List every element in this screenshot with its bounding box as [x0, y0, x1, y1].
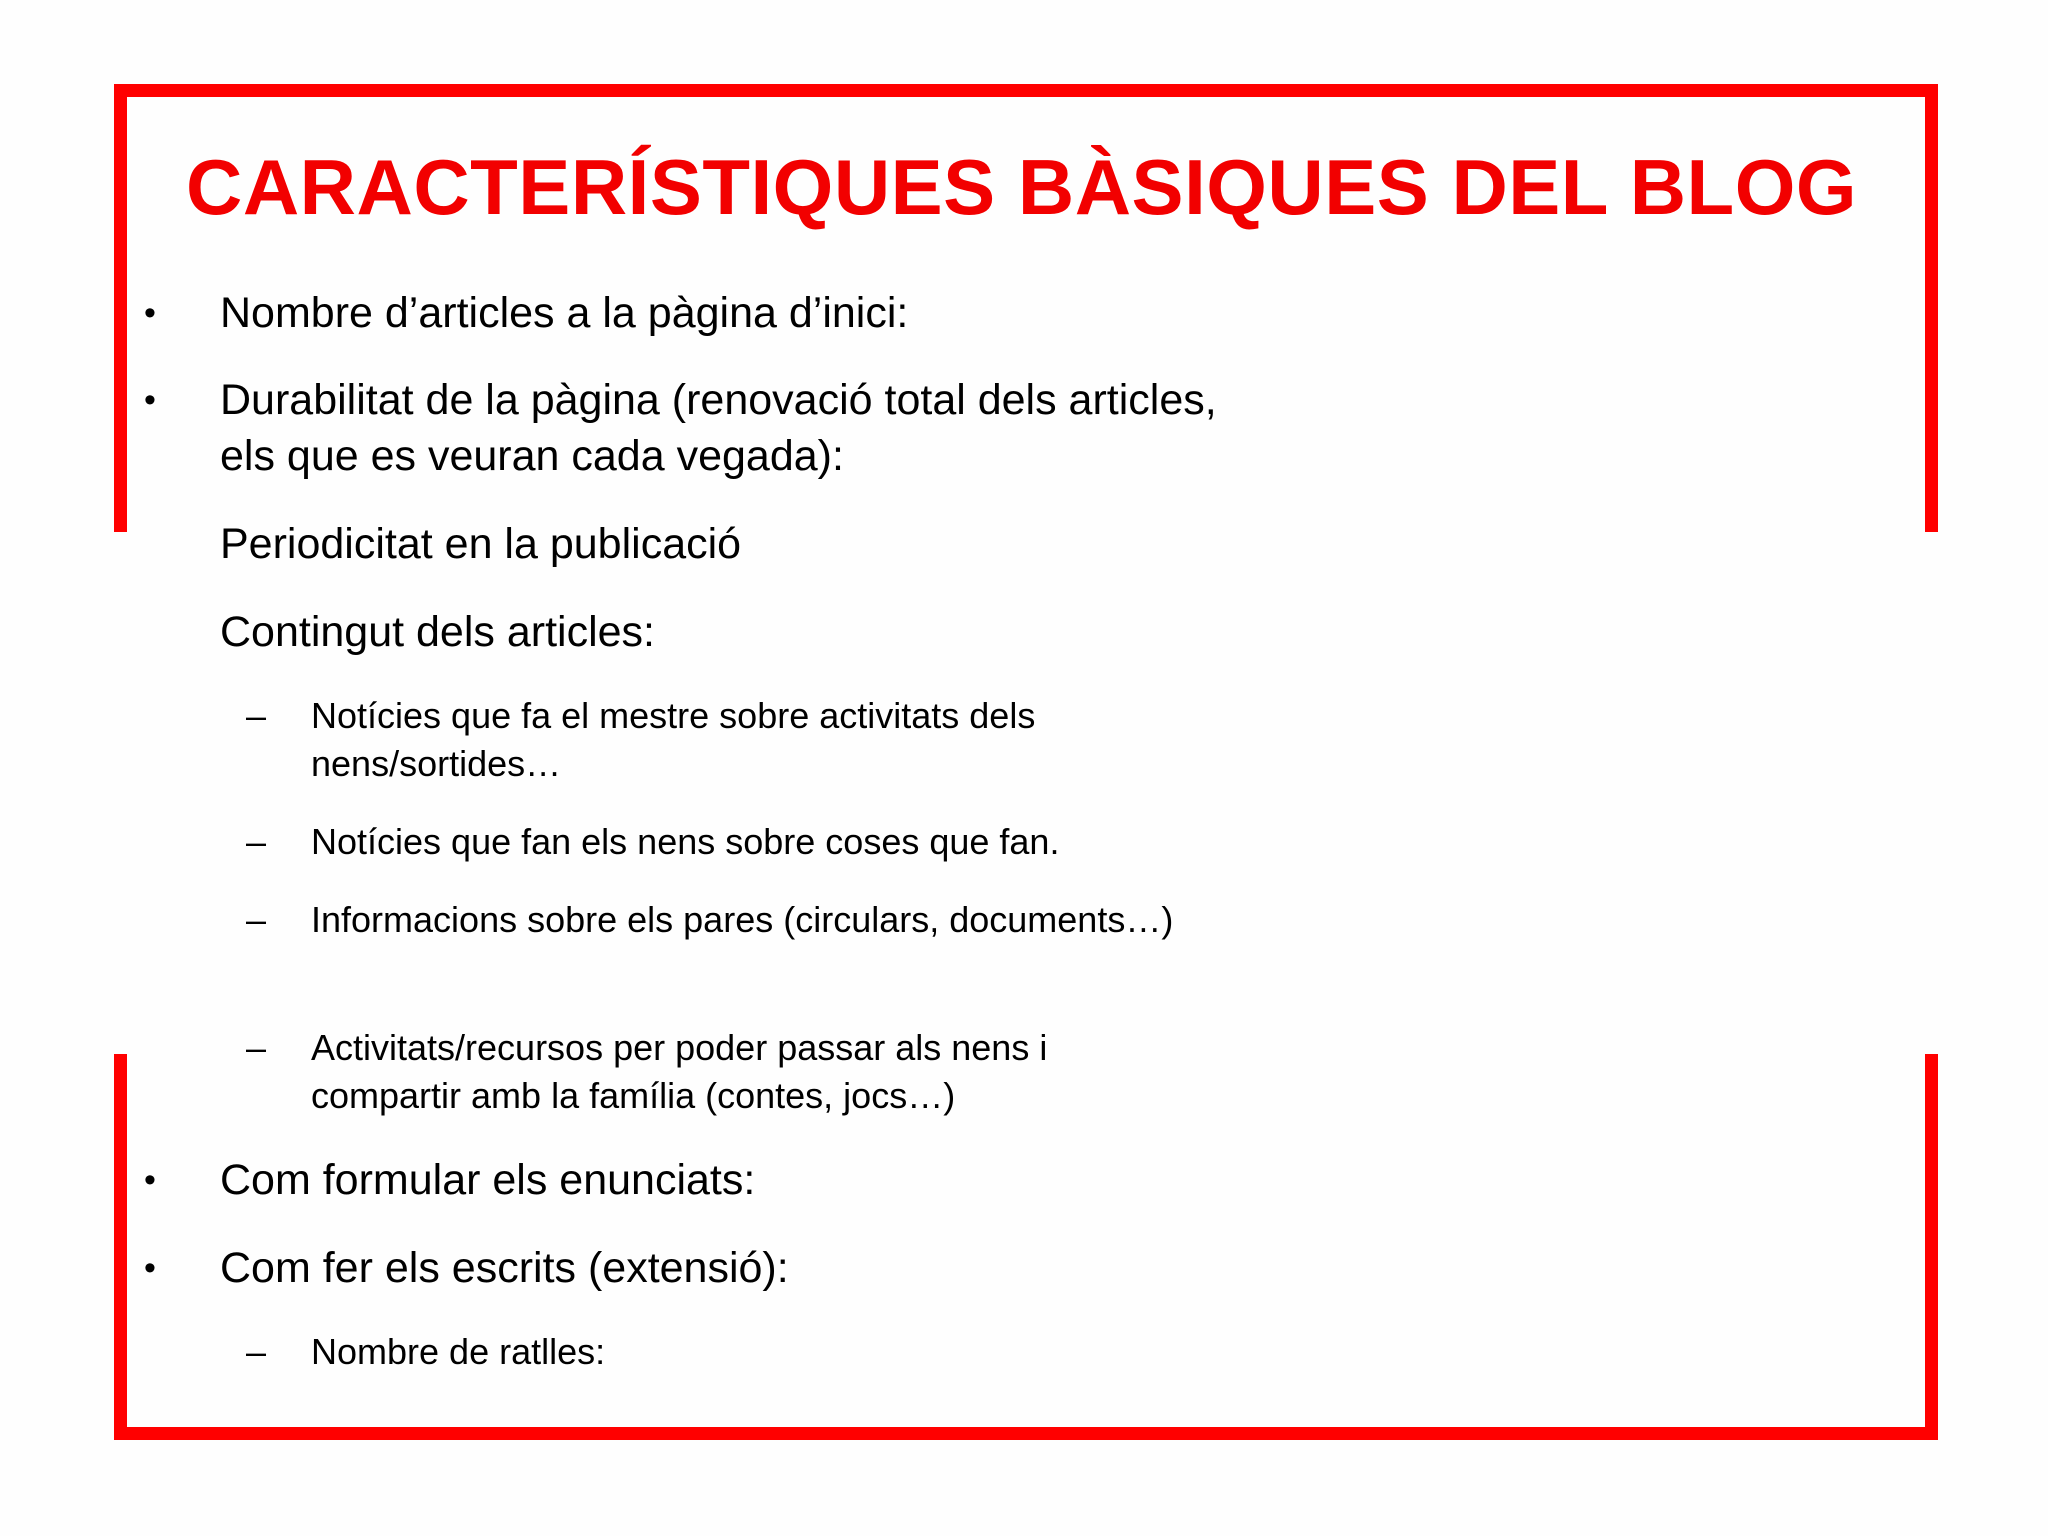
sub-list-item [246, 692, 1191, 788]
sub-list-item-text: Activitats/recursos per poder passar als nens i compartir amb la família (contes, jocs…) [311, 1027, 1048, 1116]
sub-list-item-text: Nombre de ratlles: [311, 1331, 606, 1372]
list-item [144, 372, 1220, 484]
list-item [220, 516, 1220, 572]
sub-list-item [246, 1328, 1191, 1376]
list-item [144, 1152, 1220, 1208]
sub-list-item-text: Informacions sobre els pares (circulars, documents…) [311, 899, 1174, 940]
dash-marker: – [246, 1027, 267, 1068]
list-item-text: Periodicitat en la publicació [220, 520, 742, 568]
list-item-text: Contingut dels articles: [220, 608, 655, 656]
list-item [220, 604, 1220, 660]
dash-marker: – [246, 899, 267, 940]
dash-marker: – [246, 695, 267, 736]
sub-list-item [246, 818, 1191, 866]
list-item [144, 1240, 1220, 1296]
sub-list-item [246, 896, 1191, 944]
bullet-marker: • [144, 381, 156, 419]
list-item-text: Com fer els escrits (extensió): [220, 1244, 789, 1292]
bullet-marker: • [144, 1161, 156, 1199]
dash-marker: – [246, 1331, 267, 1372]
list-item-text: Nombre d’articles a la pàgina d’inici: [220, 289, 909, 337]
sub-list-item [246, 1024, 1191, 1120]
bullet-marker: • [144, 1249, 156, 1287]
list-item [144, 285, 1220, 341]
sub-list-item-text: Notícies que fa el mestre sobre activitats dels nens/sortides… [311, 695, 1036, 784]
list-item-text: Com formular els enunciats: [220, 1156, 756, 1204]
dash-marker: – [246, 821, 267, 862]
slide-title: CARACTERÍSTIQUES BÀSIQUES DEL BLOG [186, 143, 1858, 231]
bullet-marker: • [144, 294, 156, 332]
list-item-text: Durabilitat de la pàgina (renovació total dels articles, els que es veuran cada vegada): [220, 376, 1217, 480]
sub-list-item-text: Notícies que fan els nens sobre coses que fan. [311, 821, 1060, 862]
